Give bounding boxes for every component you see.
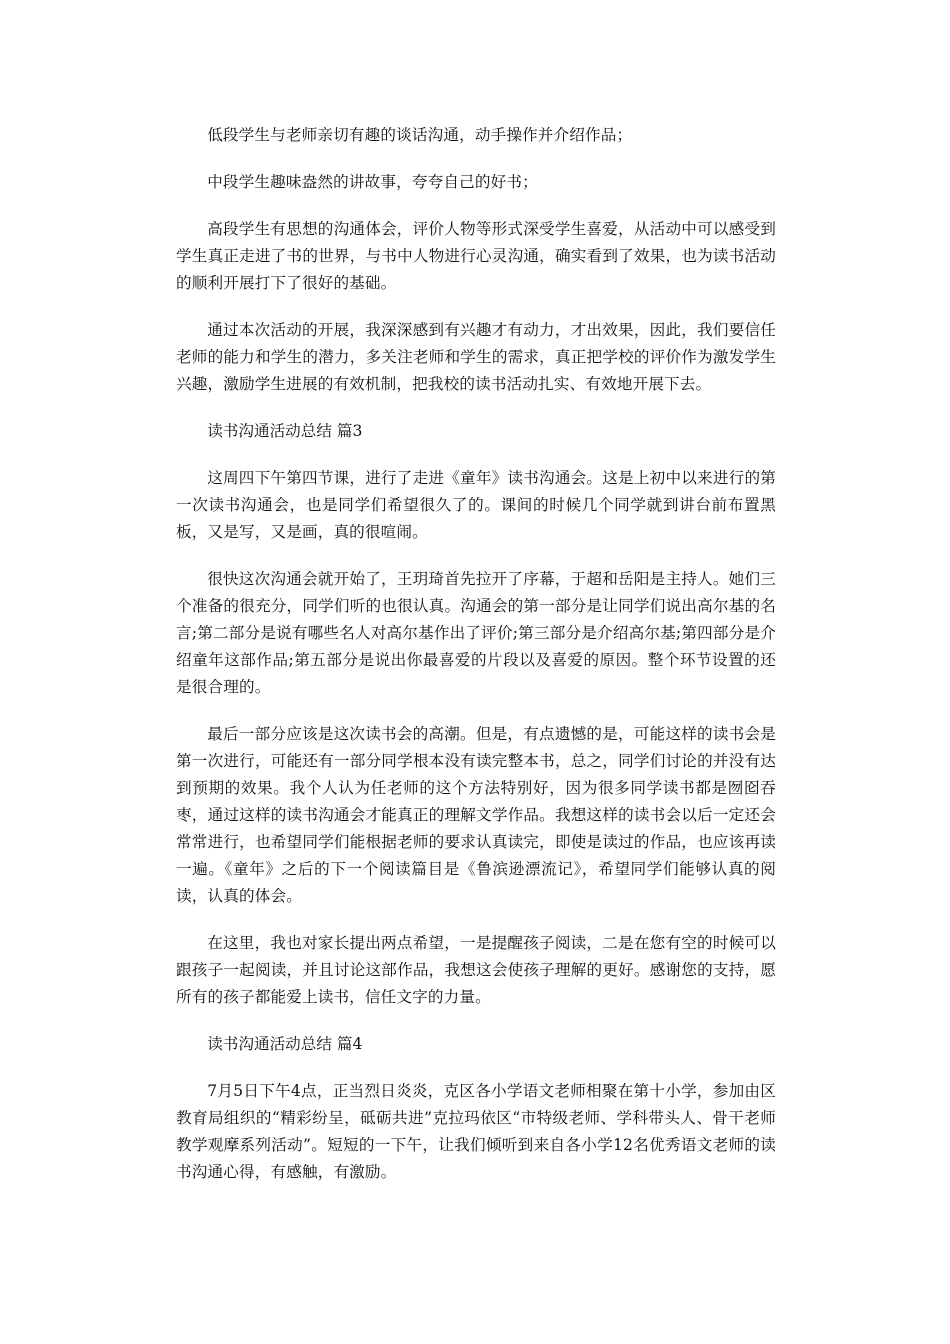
- paragraph-middle-grade: 中段学生趣味盎然的讲故事，夸夸自己的好书；: [207, 173, 538, 191]
- paragraph-session-structure: 很快这次沟通会就开始了，王玥琦首先拉开了序幕，于超和岳阳是主持人。她们三个准备的很充分，同学们听的也很认真。沟通会的第一部分是让同学们说出高尔基的名言;第二部分是说有哪些名人对高尔基作出了评价;第三部分是介绍高尔基;第四部分是介绍童年这部作品;第五部分是说出你最喜爱的片段以及喜爱的原因。整个环节设置的还是很合理的。: [176, 570, 776, 696]
- paragraph-upper-grade: 高段学生有思想的沟通体会，评价人物等形式深受学生喜爱，从活动中可以感受到学生真正走进了书的世界，与书中人物进行心灵沟通，确实看到了效果，也为读书活动的顺利开展打下了很好的基础。: [176, 220, 776, 292]
- document-body: [176, 122, 776, 1186]
- paragraph-childhood-session: 这周四下午第四节课，进行了走进《童年》读书沟通会。这是上初中以来进行的第一次读书沟通会，也是同学们希望很久了的。课间的时候几个同学就到讲台前布置黑板，又是写，又是画，真的很喧闹。: [176, 469, 776, 541]
- paragraph-parent-hopes: 在这里，我也对家长提出两点希望，一是提醒孩子阅读，二是在您有空的时候可以跟孩子一起阅读，并且讨论这部作品，我想这会使孩子理解的更好。感谢您的支持，愿所有的孩子都能爱上读书，信任文字的力量。: [176, 934, 776, 1006]
- paragraph-teacher-event: 7月5日下午4点，正当烈日炎炎，克区各小学语文老师相聚在第十小学，参加由区教育局组织的“精彩纷呈，砥砺共进”克拉玛依区“市特级老师、学科带头人、骨干老师教学观摩系列活动”。短短的一下午，让我们倾听到来自各小学12名优秀语文老师的读书沟通心得，有感触，有激励。: [176, 1082, 776, 1181]
- paragraph-lower-grade: 低段学生与老师亲切有趣的谈话沟通，动手操作并介绍作品；: [207, 126, 633, 144]
- paragraph-activity-conclusion: 通过本次活动的开展，我深深感到有兴趣才有动力，才出效果，因此，我们要信任老师的能力和学生的潜力，多关注老师和学生的需求，真正把学校的评价作为激发学生兴趣，激励学生进展的有效机制，把我校的读书活动扎实、有效地开展下去。: [176, 321, 776, 393]
- paragraph-session-climax: 最后一部分应该是这次读书会的高潮。但是，有点遗憾的是，可能这样的读书会是第一次进行，可能还有一部分同学根本没有读完整本书，总之，同学们讨论的并没有达到预期的效果。我个人认为任老师的这个方法特别好，因为很多同学读书都是囫囵吞枣，通过这样的读书沟通会才能真正的理解文学作品。我想这样的读书会以后一定还会常常进行，也希望同学们能根据老师的要求认真读完，即使是读过的作品，也应该再读一遍。《童年》之后的下一个阅读篇目是《鲁滨逊漂流记》，希望同学们能够认真的阅读，认真的体会。: [176, 725, 776, 905]
- section-heading-part3: 读书沟通活动总结 篇3: [207, 422, 363, 440]
- section-heading-part4: 读书沟通活动总结 篇4: [207, 1035, 363, 1053]
